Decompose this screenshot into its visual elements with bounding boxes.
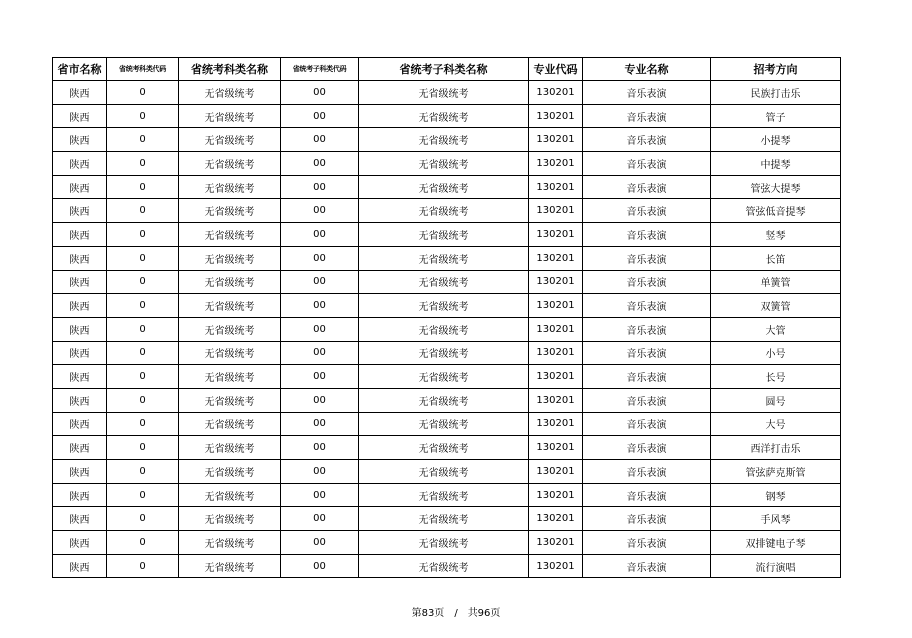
cell-province: 陕西: [53, 554, 107, 578]
cell-direction: 管子: [711, 104, 841, 128]
cell-major-code: 130201: [529, 152, 583, 176]
cell-province: 陕西: [53, 246, 107, 270]
cell-major-code: 130201: [529, 412, 583, 436]
cell-subcategory-name: 无省级统考: [359, 246, 529, 270]
cell-major-name: 音乐表演: [583, 388, 711, 412]
cell-subcategory-code: 00: [281, 531, 359, 555]
cell-category-name: 无省级统考: [179, 199, 281, 223]
cell-province: 陕西: [53, 199, 107, 223]
cell-major-code: 130201: [529, 531, 583, 555]
cell-category-name: 无省级统考: [179, 152, 281, 176]
cell-major-name: 音乐表演: [583, 270, 711, 294]
cell-category-name: 无省级统考: [179, 483, 281, 507]
cell-subcategory-code: 00: [281, 507, 359, 531]
cell-province: 陕西: [53, 341, 107, 365]
table-row: [53, 317, 841, 341]
cell-direction: 大管: [711, 317, 841, 341]
cell-category-code: 0: [107, 104, 179, 128]
cell-subcategory-name: 无省级统考: [359, 128, 529, 152]
header-subcategory-name: 省统考子科类名称: [359, 58, 529, 81]
cell-subcategory-code: 00: [281, 199, 359, 223]
cell-subcategory-name: 无省级统考: [359, 270, 529, 294]
cell-major-code: 130201: [529, 199, 583, 223]
cell-category-code: 0: [107, 199, 179, 223]
header-major-name: 专业名称: [583, 58, 711, 81]
cell-major-code: 130201: [529, 175, 583, 199]
cell-province: 陕西: [53, 388, 107, 412]
cell-major-name: 音乐表演: [583, 483, 711, 507]
cell-major-code: 130201: [529, 365, 583, 389]
cell-category-name: 无省级统考: [179, 104, 281, 128]
cell-major-name: 音乐表演: [583, 412, 711, 436]
cell-province: 陕西: [53, 152, 107, 176]
cell-province: 陕西: [53, 365, 107, 389]
header-category-name: 省统考科类名称: [179, 58, 281, 81]
cell-subcategory-code: 00: [281, 223, 359, 247]
cell-category-code: 0: [107, 81, 179, 105]
table-row: [53, 365, 841, 389]
header-subcategory-code: 省统考子科类代码: [281, 58, 359, 81]
cell-subcategory-name: 无省级统考: [359, 199, 529, 223]
cell-subcategory-name: 无省级统考: [359, 554, 529, 578]
cell-category-code: 0: [107, 246, 179, 270]
cell-category-name: 无省级统考: [179, 246, 281, 270]
cell-major-name: 音乐表演: [583, 317, 711, 341]
table-row: [53, 81, 841, 105]
cell-direction: 管弦低音提琴: [711, 199, 841, 223]
cell-category-name: 无省级统考: [179, 128, 281, 152]
cell-subcategory-code: 00: [281, 554, 359, 578]
cell-direction: 管弦萨克斯管: [711, 460, 841, 484]
cell-subcategory-name: 无省级统考: [359, 483, 529, 507]
cell-subcategory-name: 无省级统考: [359, 223, 529, 247]
cell-major-code: 130201: [529, 341, 583, 365]
cell-major-code: 130201: [529, 554, 583, 578]
cell-province: 陕西: [53, 436, 107, 460]
cell-category-name: 无省级统考: [179, 270, 281, 294]
cell-category-code: 0: [107, 483, 179, 507]
cell-direction: 长号: [711, 365, 841, 389]
header-major-code: 专业代码: [529, 58, 583, 81]
table-row: [53, 507, 841, 531]
cell-major-name: 音乐表演: [583, 365, 711, 389]
cell-subcategory-name: 无省级统考: [359, 531, 529, 555]
cell-subcategory-code: 00: [281, 128, 359, 152]
table-row: [53, 199, 841, 223]
table-row: [53, 436, 841, 460]
cell-subcategory-name: 无省级统考: [359, 175, 529, 199]
cell-major-name: 音乐表演: [583, 152, 711, 176]
cell-major-code: 130201: [529, 507, 583, 531]
table-row: [53, 341, 841, 365]
cell-category-code: 0: [107, 388, 179, 412]
cell-category-name: 无省级统考: [179, 317, 281, 341]
table-row: [53, 412, 841, 436]
cell-category-code: 0: [107, 341, 179, 365]
cell-subcategory-code: 00: [281, 341, 359, 365]
cell-major-name: 音乐表演: [583, 223, 711, 247]
cell-major-code: 130201: [529, 223, 583, 247]
cell-subcategory-code: 00: [281, 175, 359, 199]
cell-subcategory-code: 00: [281, 294, 359, 318]
cell-subcategory-code: 00: [281, 81, 359, 105]
cell-direction: 大号: [711, 412, 841, 436]
cell-major-name: 音乐表演: [583, 104, 711, 128]
cell-major-name: 音乐表演: [583, 460, 711, 484]
cell-direction: 流行演唱: [711, 554, 841, 578]
cell-province: 陕西: [53, 128, 107, 152]
table-row: [53, 128, 841, 152]
table-row: [53, 175, 841, 199]
table-row: [53, 223, 841, 247]
cell-direction: 管弦大提琴: [711, 175, 841, 199]
cell-subcategory-name: 无省级统考: [359, 152, 529, 176]
cell-major-name: 音乐表演: [583, 81, 711, 105]
cell-category-name: 无省级统考: [179, 341, 281, 365]
cell-major-name: 音乐表演: [583, 531, 711, 555]
cell-direction: 西洋打击乐: [711, 436, 841, 460]
page-footer: [0, 604, 912, 619]
cell-major-code: 130201: [529, 317, 583, 341]
page-current: 第83页: [411, 608, 445, 619]
cell-subcategory-code: 00: [281, 436, 359, 460]
cell-subcategory-code: 00: [281, 365, 359, 389]
cell-category-name: 无省级统考: [179, 531, 281, 555]
cell-category-name: 无省级统考: [179, 365, 281, 389]
cell-province: 陕西: [53, 294, 107, 318]
cell-category-name: 无省级统考: [179, 294, 281, 318]
cell-category-code: 0: [107, 412, 179, 436]
cell-major-code: 130201: [529, 388, 583, 412]
cell-category-name: 无省级统考: [179, 507, 281, 531]
cell-category-name: 无省级统考: [179, 175, 281, 199]
cell-category-name: 无省级统考: [179, 388, 281, 412]
cell-subcategory-name: 无省级统考: [359, 460, 529, 484]
cell-category-code: 0: [107, 554, 179, 578]
table-row: [53, 388, 841, 412]
cell-category-code: 0: [107, 436, 179, 460]
cell-major-code: 130201: [529, 483, 583, 507]
cell-province: 陕西: [53, 104, 107, 128]
cell-subcategory-code: 00: [281, 483, 359, 507]
cell-direction: 单簧管: [711, 270, 841, 294]
cell-direction: 中提琴: [711, 152, 841, 176]
page-separator: /: [454, 608, 458, 619]
cell-major-code: 130201: [529, 246, 583, 270]
cell-direction: 双簧管: [711, 294, 841, 318]
cell-subcategory-name: 无省级统考: [359, 294, 529, 318]
cell-subcategory-code: 00: [281, 152, 359, 176]
cell-direction: 民族打击乐: [711, 81, 841, 105]
cell-province: 陕西: [53, 175, 107, 199]
table-row: [53, 460, 841, 484]
header-province: 省市名称: [53, 58, 107, 81]
cell-direction: 竖琴: [711, 223, 841, 247]
cell-category-code: 0: [107, 175, 179, 199]
cell-category-code: 0: [107, 128, 179, 152]
cell-major-name: 音乐表演: [583, 436, 711, 460]
table-row: [53, 152, 841, 176]
cell-province: 陕西: [53, 531, 107, 555]
cell-province: 陕西: [53, 483, 107, 507]
cell-subcategory-name: 无省级统考: [359, 436, 529, 460]
header-category-code: 省统考科类代码: [107, 58, 179, 81]
cell-subcategory-name: 无省级统考: [359, 412, 529, 436]
table-row: [53, 270, 841, 294]
cell-major-name: 音乐表演: [583, 246, 711, 270]
cell-major-code: 130201: [529, 104, 583, 128]
cell-subcategory-code: 00: [281, 412, 359, 436]
cell-category-code: 0: [107, 294, 179, 318]
cell-province: 陕西: [53, 223, 107, 247]
table-row: [53, 294, 841, 318]
cell-category-name: 无省级统考: [179, 412, 281, 436]
cell-subcategory-name: 无省级统考: [359, 81, 529, 105]
cell-major-code: 130201: [529, 294, 583, 318]
cell-major-code: 130201: [529, 460, 583, 484]
cell-subcategory-code: 00: [281, 270, 359, 294]
table-body: [53, 81, 841, 578]
cell-subcategory-name: 无省级统考: [359, 388, 529, 412]
table-header-row: [53, 58, 841, 81]
cell-category-name: 无省级统考: [179, 436, 281, 460]
cell-subcategory-name: 无省级统考: [359, 365, 529, 389]
cell-province: 陕西: [53, 317, 107, 341]
cell-major-code: 130201: [529, 270, 583, 294]
cell-major-name: 音乐表演: [583, 199, 711, 223]
cell-subcategory-name: 无省级统考: [359, 507, 529, 531]
cell-category-code: 0: [107, 460, 179, 484]
cell-subcategory-name: 无省级统考: [359, 317, 529, 341]
header-direction: 招考方向: [711, 58, 841, 81]
cell-subcategory-code: 00: [281, 104, 359, 128]
cell-major-name: 音乐表演: [583, 294, 711, 318]
cell-subcategory-code: 00: [281, 388, 359, 412]
cell-major-name: 音乐表演: [583, 507, 711, 531]
table-row: [53, 483, 841, 507]
cell-major-name: 音乐表演: [583, 341, 711, 365]
table-row: [53, 246, 841, 270]
cell-major-name: 音乐表演: [583, 175, 711, 199]
cell-category-code: 0: [107, 531, 179, 555]
cell-category-code: 0: [107, 152, 179, 176]
table-row: [53, 531, 841, 555]
cell-direction: 圆号: [711, 388, 841, 412]
cell-direction: 钢琴: [711, 483, 841, 507]
cell-major-name: 音乐表演: [583, 128, 711, 152]
cell-major-code: 130201: [529, 81, 583, 105]
cell-direction: 小号: [711, 341, 841, 365]
table-row: [53, 554, 841, 578]
enrollment-table: [52, 57, 841, 578]
cell-subcategory-code: 00: [281, 460, 359, 484]
cell-subcategory-name: 无省级统考: [359, 341, 529, 365]
cell-subcategory-code: 00: [281, 317, 359, 341]
cell-province: 陕西: [53, 412, 107, 436]
page-total: 共96页: [467, 608, 501, 619]
cell-major-code: 130201: [529, 436, 583, 460]
cell-major-name: 音乐表演: [583, 554, 711, 578]
cell-category-code: 0: [107, 223, 179, 247]
cell-province: 陕西: [53, 460, 107, 484]
cell-direction: 手风琴: [711, 507, 841, 531]
cell-category-code: 0: [107, 317, 179, 341]
cell-direction: 小提琴: [711, 128, 841, 152]
cell-province: 陕西: [53, 81, 107, 105]
cell-province: 陕西: [53, 507, 107, 531]
cell-category-code: 0: [107, 270, 179, 294]
cell-subcategory-name: 无省级统考: [359, 104, 529, 128]
cell-category-code: 0: [107, 507, 179, 531]
cell-direction: 长笛: [711, 246, 841, 270]
cell-direction: 双排键电子琴: [711, 531, 841, 555]
cell-category-name: 无省级统考: [179, 554, 281, 578]
cell-subcategory-code: 00: [281, 246, 359, 270]
cell-category-name: 无省级统考: [179, 460, 281, 484]
cell-category-code: 0: [107, 365, 179, 389]
table-row: [53, 104, 841, 128]
cell-category-name: 无省级统考: [179, 223, 281, 247]
cell-province: 陕西: [53, 270, 107, 294]
cell-major-code: 130201: [529, 128, 583, 152]
cell-category-name: 无省级统考: [179, 81, 281, 105]
